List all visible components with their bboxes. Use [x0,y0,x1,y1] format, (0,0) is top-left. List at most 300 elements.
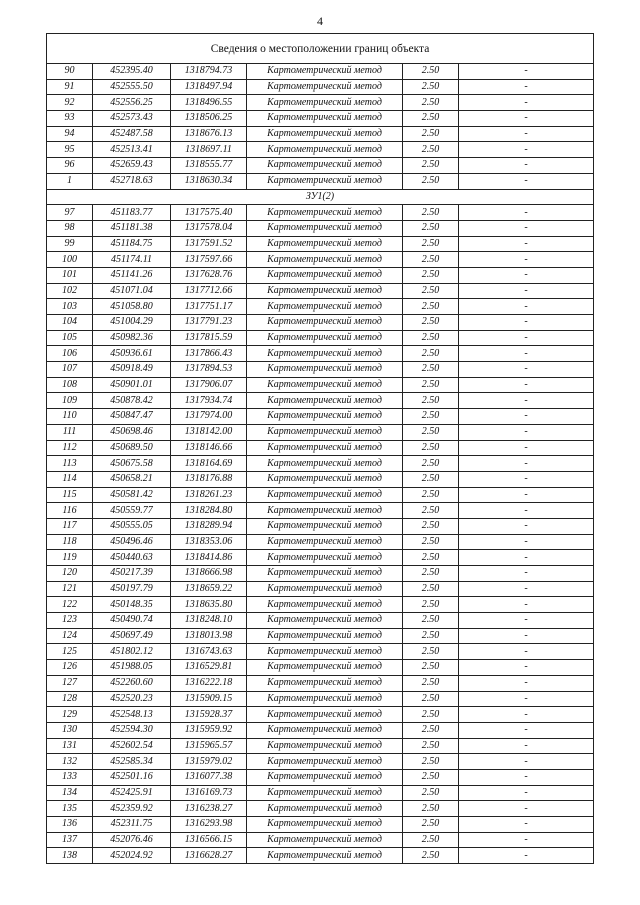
y-coordinate-cell: 1316743.63 [171,644,247,660]
point-number-cell: 108 [47,377,93,393]
method-cell: Картометрический метод [247,173,403,189]
y-coordinate-cell: 1317815.59 [171,330,247,346]
x-coordinate-cell: 452311.75 [93,817,171,833]
x-coordinate-cell: 452548.13 [93,707,171,723]
point-number-cell: 127 [47,675,93,691]
boundary-coordinates-table [46,33,594,864]
accuracy-cell: 2.50 [403,424,459,440]
x-coordinate-cell: 451071.04 [93,283,171,299]
accuracy-cell: 2.50 [403,848,459,864]
x-coordinate-cell: 450559.77 [93,503,171,519]
x-coordinate-cell: 452260.60 [93,675,171,691]
y-coordinate-cell: 1318555.77 [171,158,247,174]
point-number-cell: 133 [47,769,93,785]
x-coordinate-cell: 451802.12 [93,644,171,660]
accuracy-cell: 2.50 [403,95,459,111]
method-cell: Картометрический метод [247,613,403,629]
y-coordinate-cell: 1316077.38 [171,769,247,785]
point-number-cell: 1 [47,173,93,189]
y-coordinate-cell: 1318146.66 [171,440,247,456]
accuracy-cell: 2.50 [403,769,459,785]
table-row [47,142,594,158]
method-cell: Картометрический метод [247,518,403,534]
point-number-cell: 102 [47,283,93,299]
table-row [47,675,594,691]
description-cell: - [459,409,594,425]
point-number-cell: 105 [47,330,93,346]
accuracy-cell: 2.50 [403,566,459,582]
table-body [47,34,594,864]
point-number-cell: 112 [47,440,93,456]
method-cell: Картометрический метод [247,236,403,252]
point-number-cell: 91 [47,79,93,95]
description-cell: - [459,487,594,503]
accuracy-cell: 2.50 [403,644,459,660]
table-row [47,299,594,315]
point-number-cell: 97 [47,205,93,221]
y-coordinate-cell: 1318176.88 [171,471,247,487]
table-row [47,848,594,864]
accuracy-cell: 2.50 [403,738,459,754]
method-cell: Картометрический метод [247,707,403,723]
x-coordinate-cell: 452585.34 [93,754,171,770]
description-cell: - [459,393,594,409]
point-number-cell: 101 [47,267,93,283]
point-number-cell: 90 [47,64,93,80]
y-coordinate-cell: 1318013.98 [171,628,247,644]
description-cell: - [459,534,594,550]
table-row [47,111,594,127]
accuracy-cell: 2.50 [403,158,459,174]
accuracy-cell: 2.50 [403,534,459,550]
point-number-cell: 107 [47,362,93,378]
method-cell: Картометрический метод [247,283,403,299]
table-row [47,691,594,707]
accuracy-cell: 2.50 [403,550,459,566]
description-cell: - [459,628,594,644]
y-coordinate-cell: 1316529.81 [171,660,247,676]
description-cell: - [459,64,594,80]
table-row [47,518,594,534]
accuracy-cell: 2.50 [403,675,459,691]
accuracy-cell: 2.50 [403,330,459,346]
point-number-cell: 124 [47,628,93,644]
method-cell: Картометрический метод [247,628,403,644]
y-coordinate-cell: 1315928.37 [171,707,247,723]
description-cell: - [459,817,594,833]
x-coordinate-cell: 450878.42 [93,393,171,409]
accuracy-cell: 2.50 [403,393,459,409]
method-cell: Картометрический метод [247,393,403,409]
description-cell: - [459,707,594,723]
description-cell: - [459,252,594,268]
point-number-cell: 100 [47,252,93,268]
x-coordinate-cell: 450217.39 [93,566,171,582]
table-row [47,440,594,456]
accuracy-cell: 2.50 [403,252,459,268]
accuracy-cell: 2.50 [403,362,459,378]
method-cell: Картометрический метод [247,456,403,472]
table-row [47,346,594,362]
x-coordinate-cell: 452659.43 [93,158,171,174]
x-coordinate-cell: 452594.30 [93,722,171,738]
method-cell: Картометрический метод [247,299,403,315]
table-row [47,722,594,738]
description-cell: - [459,126,594,142]
x-coordinate-cell: 451181.38 [93,220,171,236]
table-row [47,252,594,268]
point-number-cell: 125 [47,644,93,660]
table-row [47,581,594,597]
description-cell: - [459,566,594,582]
description-cell: - [459,471,594,487]
table-row [47,785,594,801]
description-cell: - [459,722,594,738]
point-number-cell: 93 [47,111,93,127]
accuracy-cell: 2.50 [403,487,459,503]
description-cell: - [459,315,594,331]
y-coordinate-cell: 1317591.52 [171,236,247,252]
x-coordinate-cell: 450675.58 [93,456,171,472]
y-coordinate-cell: 1317791.23 [171,315,247,331]
accuracy-cell: 2.50 [403,471,459,487]
point-number-cell: 128 [47,691,93,707]
accuracy-cell: 2.50 [403,707,459,723]
point-number-cell: 106 [47,346,93,362]
accuracy-cell: 2.50 [403,801,459,817]
table-row [47,738,594,754]
y-coordinate-cell: 1316293.98 [171,817,247,833]
y-coordinate-cell: 1318496.55 [171,95,247,111]
accuracy-cell: 2.50 [403,817,459,833]
description-cell: - [459,299,594,315]
y-coordinate-cell: 1318289.94 [171,518,247,534]
table-title: Сведения о местоположении границ объекта [47,34,594,64]
point-number-cell: 99 [47,236,93,252]
method-cell: Картометрический метод [247,362,403,378]
method-cell: Картометрический метод [247,315,403,331]
accuracy-cell: 2.50 [403,377,459,393]
accuracy-cell: 2.50 [403,315,459,331]
y-coordinate-cell: 1318261.23 [171,487,247,503]
table-row [47,707,594,723]
table-row [47,283,594,299]
x-coordinate-cell: 450918.49 [93,362,171,378]
x-coordinate-cell: 451058.80 [93,299,171,315]
accuracy-cell: 2.50 [403,754,459,770]
method-cell: Картометрический метод [247,205,403,221]
y-coordinate-cell: 1317628.76 [171,267,247,283]
table-row [47,597,594,613]
x-coordinate-cell: 450197.79 [93,581,171,597]
x-coordinate-cell: 451004.29 [93,315,171,331]
accuracy-cell: 2.50 [403,142,459,158]
method-cell: Картометрический метод [247,581,403,597]
x-coordinate-cell: 452359.92 [93,801,171,817]
table-row [47,158,594,174]
table-row [47,424,594,440]
description-cell: - [459,456,594,472]
point-number-cell: 134 [47,785,93,801]
table-row [47,330,594,346]
method-cell: Картометрический метод [247,785,403,801]
accuracy-cell: 2.50 [403,597,459,613]
point-number-cell: 115 [47,487,93,503]
x-coordinate-cell: 452555.50 [93,79,171,95]
accuracy-cell: 2.50 [403,205,459,221]
method-cell: Картометрический метод [247,64,403,80]
table-row [47,79,594,95]
table-row [47,566,594,582]
method-cell: Картометрический метод [247,252,403,268]
method-cell: Картометрический метод [247,675,403,691]
accuracy-cell: 2.50 [403,173,459,189]
accuracy-cell: 2.50 [403,503,459,519]
point-number-cell: 113 [47,456,93,472]
y-coordinate-cell: 1318353.06 [171,534,247,550]
x-coordinate-cell: 450658.21 [93,471,171,487]
table-row [47,409,594,425]
point-number-cell: 116 [47,503,93,519]
method-cell: Картометрический метод [247,487,403,503]
x-coordinate-cell: 452520.23 [93,691,171,707]
x-coordinate-cell: 452024.92 [93,848,171,864]
x-coordinate-cell: 450581.42 [93,487,171,503]
table-row [47,754,594,770]
y-coordinate-cell: 1316628.27 [171,848,247,864]
y-coordinate-cell: 1318497.94 [171,79,247,95]
accuracy-cell: 2.50 [403,283,459,299]
x-coordinate-cell: 452487.58 [93,126,171,142]
table-row [47,126,594,142]
method-cell: Картометрический метод [247,142,403,158]
x-coordinate-cell: 450697.49 [93,628,171,644]
point-number-cell: 120 [47,566,93,582]
table-row [47,628,594,644]
accuracy-cell: 2.50 [403,628,459,644]
method-cell: Картометрический метод [247,471,403,487]
x-coordinate-cell: 450440.63 [93,550,171,566]
accuracy-cell: 2.50 [403,832,459,848]
x-coordinate-cell: 450555.05 [93,518,171,534]
x-coordinate-cell: 452501.16 [93,769,171,785]
description-cell: - [459,675,594,691]
table-row [47,550,594,566]
point-number-cell: 104 [47,315,93,331]
accuracy-cell: 2.50 [403,613,459,629]
method-cell: Картометрический метод [247,440,403,456]
description-cell: - [459,503,594,519]
page-number: 4 [317,14,323,28]
method-cell: Картометрический метод [247,267,403,283]
accuracy-cell: 2.50 [403,126,459,142]
description-cell: - [459,440,594,456]
accuracy-cell: 2.50 [403,79,459,95]
x-coordinate-cell: 451174.11 [93,252,171,268]
x-coordinate-cell: 450148.35 [93,597,171,613]
accuracy-cell: 2.50 [403,722,459,738]
method-cell: Картометрический метод [247,534,403,550]
point-number-cell: 123 [47,613,93,629]
point-number-cell: 129 [47,707,93,723]
x-coordinate-cell: 452425.91 [93,785,171,801]
description-cell: - [459,95,594,111]
table-title-row [47,34,594,64]
table-row [47,377,594,393]
method-cell: Картометрический метод [247,550,403,566]
accuracy-cell: 2.50 [403,64,459,80]
table-row [47,817,594,833]
table-row [47,267,594,283]
description-cell: - [459,173,594,189]
accuracy-cell: 2.50 [403,660,459,676]
point-number-cell: 109 [47,393,93,409]
y-coordinate-cell: 1318506.25 [171,111,247,127]
point-number-cell: 137 [47,832,93,848]
x-coordinate-cell: 452573.43 [93,111,171,127]
accuracy-cell: 2.50 [403,299,459,315]
y-coordinate-cell: 1318635.80 [171,597,247,613]
accuracy-cell: 2.50 [403,111,459,127]
y-coordinate-cell: 1318697.11 [171,142,247,158]
description-cell: - [459,236,594,252]
method-cell: Картометрический метод [247,848,403,864]
y-coordinate-cell: 1318248.10 [171,613,247,629]
method-cell: Картометрический метод [247,346,403,362]
method-cell: Картометрический метод [247,817,403,833]
method-cell: Картометрический метод [247,95,403,111]
x-coordinate-cell: 452718.63 [93,173,171,189]
point-number-cell: 117 [47,518,93,534]
description-cell: - [459,597,594,613]
point-number-cell: 136 [47,817,93,833]
y-coordinate-cell: 1318676.13 [171,126,247,142]
y-coordinate-cell: 1317934.74 [171,393,247,409]
y-coordinate-cell: 1317712.66 [171,283,247,299]
description-cell: - [459,738,594,754]
description-cell: - [459,267,594,283]
method-cell: Картометрический метод [247,660,403,676]
x-coordinate-cell: 450982.36 [93,330,171,346]
x-coordinate-cell: 452602.54 [93,738,171,754]
y-coordinate-cell: 1316222.18 [171,675,247,691]
description-cell: - [459,832,594,848]
y-coordinate-cell: 1318666.98 [171,566,247,582]
y-coordinate-cell: 1315979.02 [171,754,247,770]
point-number-cell: 103 [47,299,93,315]
method-cell: Картометрический метод [247,424,403,440]
method-cell: Картометрический метод [247,330,403,346]
point-number-cell: 130 [47,722,93,738]
y-coordinate-cell: 1315959.92 [171,722,247,738]
method-cell: Картометрический метод [247,801,403,817]
y-coordinate-cell: 1317906.07 [171,377,247,393]
table-row [47,503,594,519]
y-coordinate-cell: 1318284.80 [171,503,247,519]
point-number-cell: 138 [47,848,93,864]
x-coordinate-cell: 452395.40 [93,64,171,80]
point-number-cell: 110 [47,409,93,425]
description-cell: - [459,346,594,362]
table-row [47,64,594,80]
accuracy-cell: 2.50 [403,409,459,425]
accuracy-cell: 2.50 [403,518,459,534]
table-row [47,644,594,660]
description-cell: - [459,644,594,660]
description-cell: - [459,660,594,676]
x-coordinate-cell: 451184.75 [93,236,171,252]
accuracy-cell: 2.50 [403,456,459,472]
description-cell: - [459,801,594,817]
method-cell: Картометрический метод [247,409,403,425]
description-cell: - [459,769,594,785]
y-coordinate-cell: 1317751.17 [171,299,247,315]
method-cell: Картометрический метод [247,769,403,785]
method-cell: Картометрический метод [247,738,403,754]
section-row [47,189,594,205]
point-number-cell: 121 [47,581,93,597]
y-coordinate-cell: 1316238.27 [171,801,247,817]
description-cell: - [459,205,594,221]
point-number-cell: 135 [47,801,93,817]
point-number-cell: 114 [47,471,93,487]
y-coordinate-cell: 1315909.15 [171,691,247,707]
method-cell: Картометрический метод [247,220,403,236]
table-row [47,534,594,550]
method-cell: Картометрический метод [247,832,403,848]
description-cell: - [459,158,594,174]
method-cell: Картометрический метод [247,111,403,127]
x-coordinate-cell: 450689.50 [93,440,171,456]
accuracy-cell: 2.50 [403,346,459,362]
table-row [47,660,594,676]
description-cell: - [459,518,594,534]
table-row [47,487,594,503]
description-cell: - [459,142,594,158]
table-row [47,205,594,221]
accuracy-cell: 2.50 [403,267,459,283]
point-number-cell: 111 [47,424,93,440]
x-coordinate-cell: 452076.46 [93,832,171,848]
table-row [47,456,594,472]
point-number-cell: 132 [47,754,93,770]
y-coordinate-cell: 1317974.00 [171,409,247,425]
y-coordinate-cell: 1317597.66 [171,252,247,268]
accuracy-cell: 2.50 [403,236,459,252]
x-coordinate-cell: 450847.47 [93,409,171,425]
method-cell: Картометрический метод [247,79,403,95]
y-coordinate-cell: 1316169.73 [171,785,247,801]
x-coordinate-cell: 450936.61 [93,346,171,362]
description-cell: - [459,613,594,629]
description-cell: - [459,424,594,440]
y-coordinate-cell: 1318794.73 [171,64,247,80]
table-row [47,220,594,236]
description-cell: - [459,581,594,597]
table-row [47,95,594,111]
method-cell: Картометрический метод [247,722,403,738]
y-coordinate-cell: 1317575.40 [171,205,247,221]
x-coordinate-cell: 450901.01 [93,377,171,393]
method-cell: Картометрический метод [247,691,403,707]
description-cell: - [459,848,594,864]
point-number-cell: 131 [47,738,93,754]
x-coordinate-cell: 450496.46 [93,534,171,550]
method-cell: Картометрический метод [247,644,403,660]
method-cell: Картометрический метод [247,377,403,393]
accuracy-cell: 2.50 [403,785,459,801]
table-row [47,769,594,785]
